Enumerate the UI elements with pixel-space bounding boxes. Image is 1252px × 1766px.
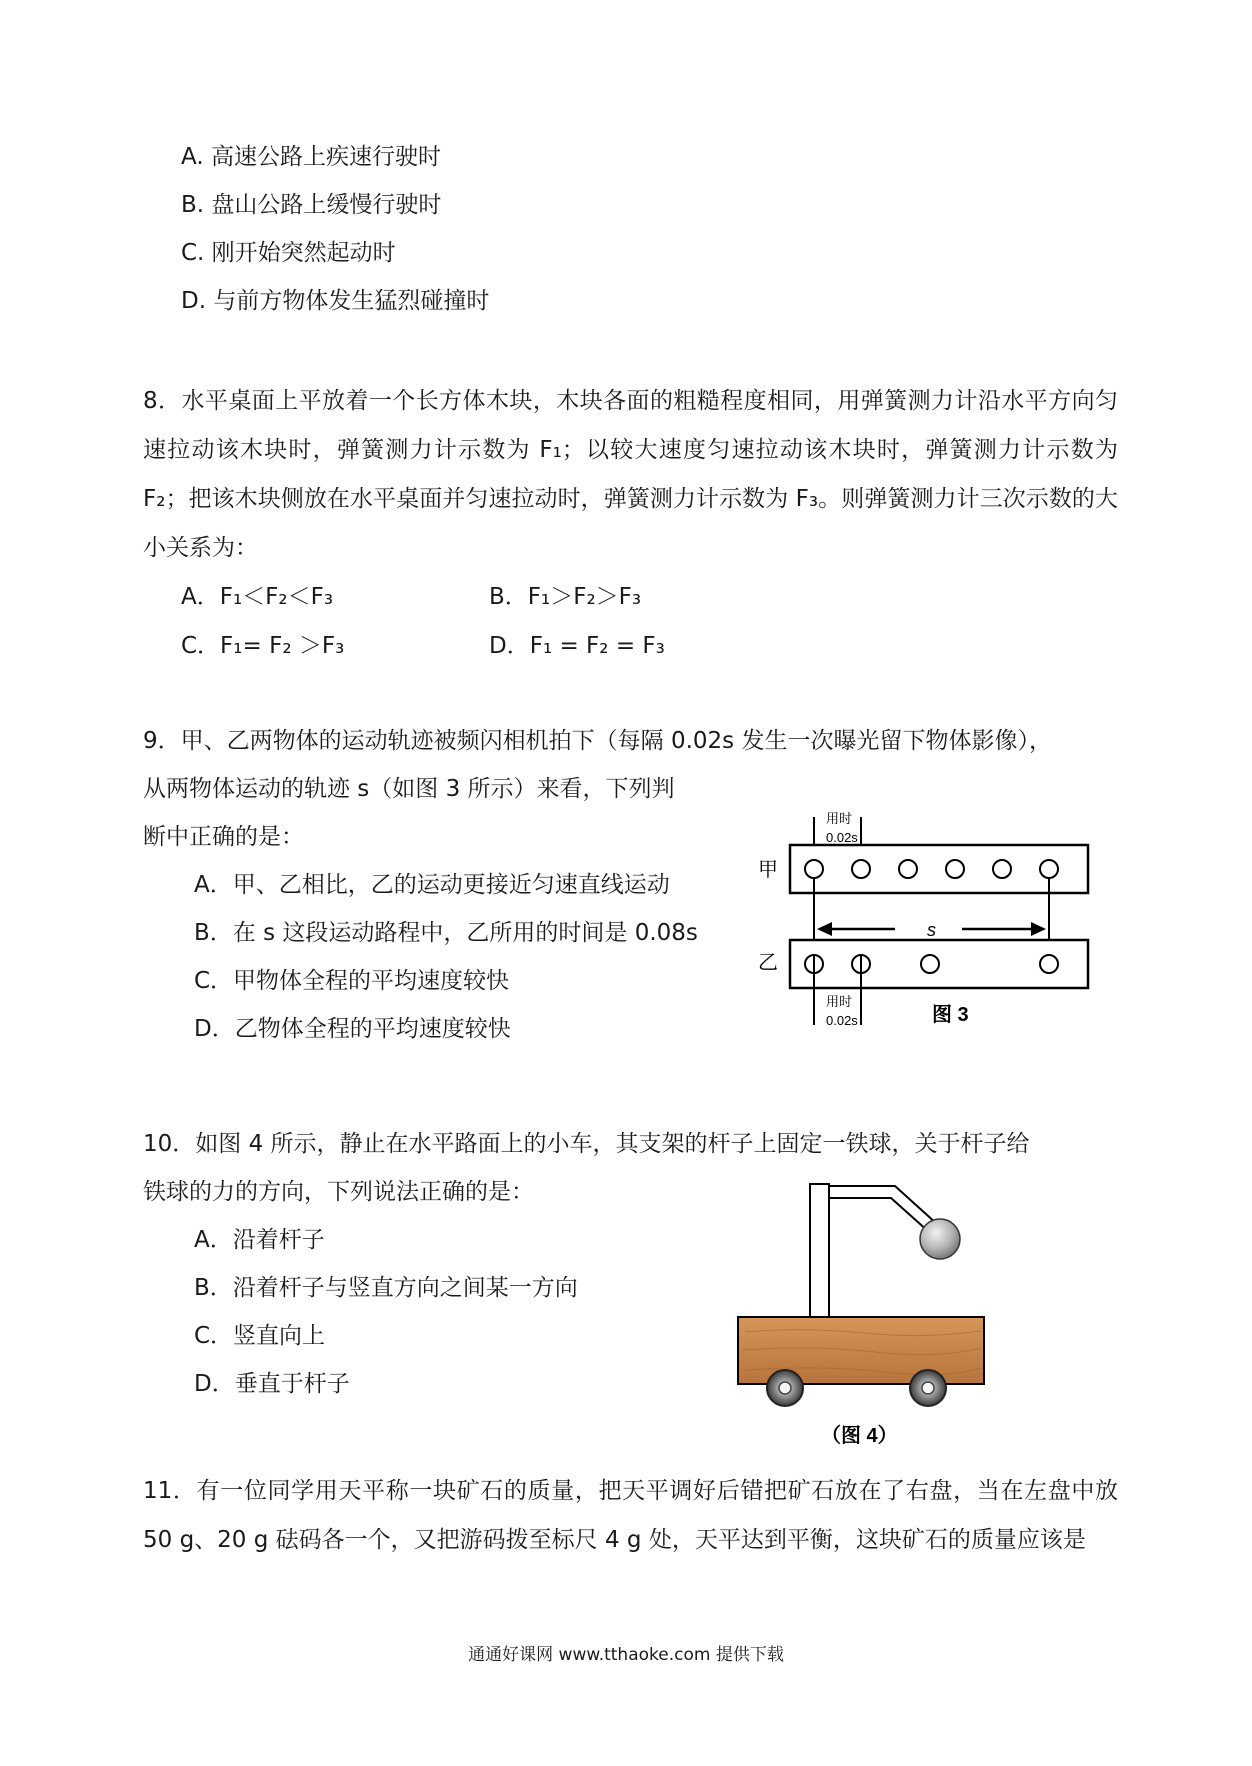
- q9-option-a: A．甲、乙相比，乙的运动更接近匀速直线运动: [194, 872, 670, 898]
- figure-3: [750, 805, 1100, 1035]
- q8-option-c: C．F₁= F₂ ＞F₃: [181, 633, 345, 659]
- q7-option-d: D. 与前方物体发生猛烈碰撞时: [181, 288, 490, 314]
- cart-wheel-right-hub: [922, 1382, 934, 1394]
- q8-option-a: A．F₁＜F₂＜F₃: [181, 584, 334, 610]
- cart-bent-rod: [829, 1186, 937, 1232]
- fig3-s-label: s: [927, 920, 936, 940]
- fig3-yi-dot: [921, 955, 939, 973]
- q9-stem-line2: 从两物体运动的轨迹 s（如图 3 所示）来看，下列判: [143, 776, 675, 802]
- q10-option-d: D．垂直于杆子: [194, 1371, 350, 1397]
- fig3-s-arrowhead-left: [817, 922, 832, 936]
- fig3-s-arrowhead-right: [1031, 922, 1046, 936]
- fig3-label-yi: 乙: [758, 952, 778, 974]
- q7-option-c: C. 刚开始突然起动时: [181, 240, 396, 266]
- q9-option-d: D．乙物体全程的平均速度较快: [194, 1016, 511, 1042]
- q10-option-a: A．沿着杆子: [194, 1227, 325, 1253]
- q7-option-a: A. 高速公路上疾速行驶时: [181, 144, 441, 170]
- fig3-jia-dot: [852, 860, 870, 878]
- q9-stem-line3: 断中正确的是：: [143, 824, 304, 850]
- fig3-caption: 图 3: [932, 1004, 969, 1026]
- iron-ball: [920, 1219, 960, 1259]
- q8-option-b: B．F₁＞F₂＞F₃: [489, 584, 642, 610]
- cart-upright-pole: [810, 1184, 829, 1320]
- q10-option-c: C．竖直向上: [194, 1323, 326, 1349]
- fig3-jia-dot: [946, 860, 964, 878]
- fig3-time-bottom-line1: 用时: [826, 994, 853, 1009]
- fig3-jia-dot: [805, 860, 823, 878]
- q9-option-c: C．甲物体全程的平均速度较快: [194, 968, 510, 994]
- q10-option-b: B．沿着杆子与竖直方向之间某一方向: [194, 1275, 578, 1301]
- cart-wheel-left-hub: [779, 1382, 791, 1394]
- fig4-caption: （图 4）: [821, 1425, 898, 1447]
- q9-stem-line1: 9．甲、乙两物体的运动轨迹被频闪相机拍下（每隔 0.02s 发生一次曝光留下物体影像），: [143, 728, 1052, 754]
- figure-4: [735, 1180, 1005, 1450]
- fig3-time-top-line1: 用时: [826, 811, 853, 826]
- q8-stem: 8．水平桌面上平放着一个长方体木块，木块各面的粗糙程度相同，用弹簧测力计沿水平方向匀速拉动该木块时，弹簧测力计示数为 F₁；以较大速度匀速拉动该木块时，弹簧测力计示数为 F₂；把该木块侧放在水平桌面并匀速拉动时，弹簧测力计示数为 F₃。则弹簧测力计三次示数的大小关系为：: [143, 388, 1118, 561]
- q10-stem-line1: 10．如图 4 所示，静止在水平路面上的小车，其支架的杆子上固定一铁球，关于杆子给: [143, 1131, 1030, 1157]
- q11-stem: 11．有一位同学用天平称一块矿石的质量，把天平调好后错把矿石放在了右盘，当在左盘中放 50 g、20 g 砝码各一个，又把游码拨至标尺 4 g 处，天平达到平衡，这块矿石的质量应该是: [143, 1478, 1118, 1553]
- fig3-jia-dot: [899, 860, 917, 878]
- q10-stem-line2: 铁球的力的方向，下列说法正确的是：: [143, 1179, 534, 1205]
- page-footer: 通通好课网 www.tthaoke.com 提供下载: [468, 1645, 784, 1665]
- q9-option-b: B．在 s 这段运动路程中，乙所用的时间是 0.08s: [194, 920, 698, 946]
- fig3-time-top-line2: 0.02s: [826, 830, 858, 845]
- q7-option-b: B. 盘山公路上缓慢行驶时: [181, 192, 442, 218]
- fig3-time-bottom-line2: 0.02s: [826, 1013, 858, 1028]
- q8-option-d: D．F₁ = F₂ = F₃: [489, 633, 665, 659]
- fig3-jia-dot: [993, 860, 1011, 878]
- fig3-yi-dot: [1040, 955, 1058, 973]
- fig3-label-jia: 甲: [758, 859, 778, 881]
- fig3-jia-dot: [1040, 860, 1058, 878]
